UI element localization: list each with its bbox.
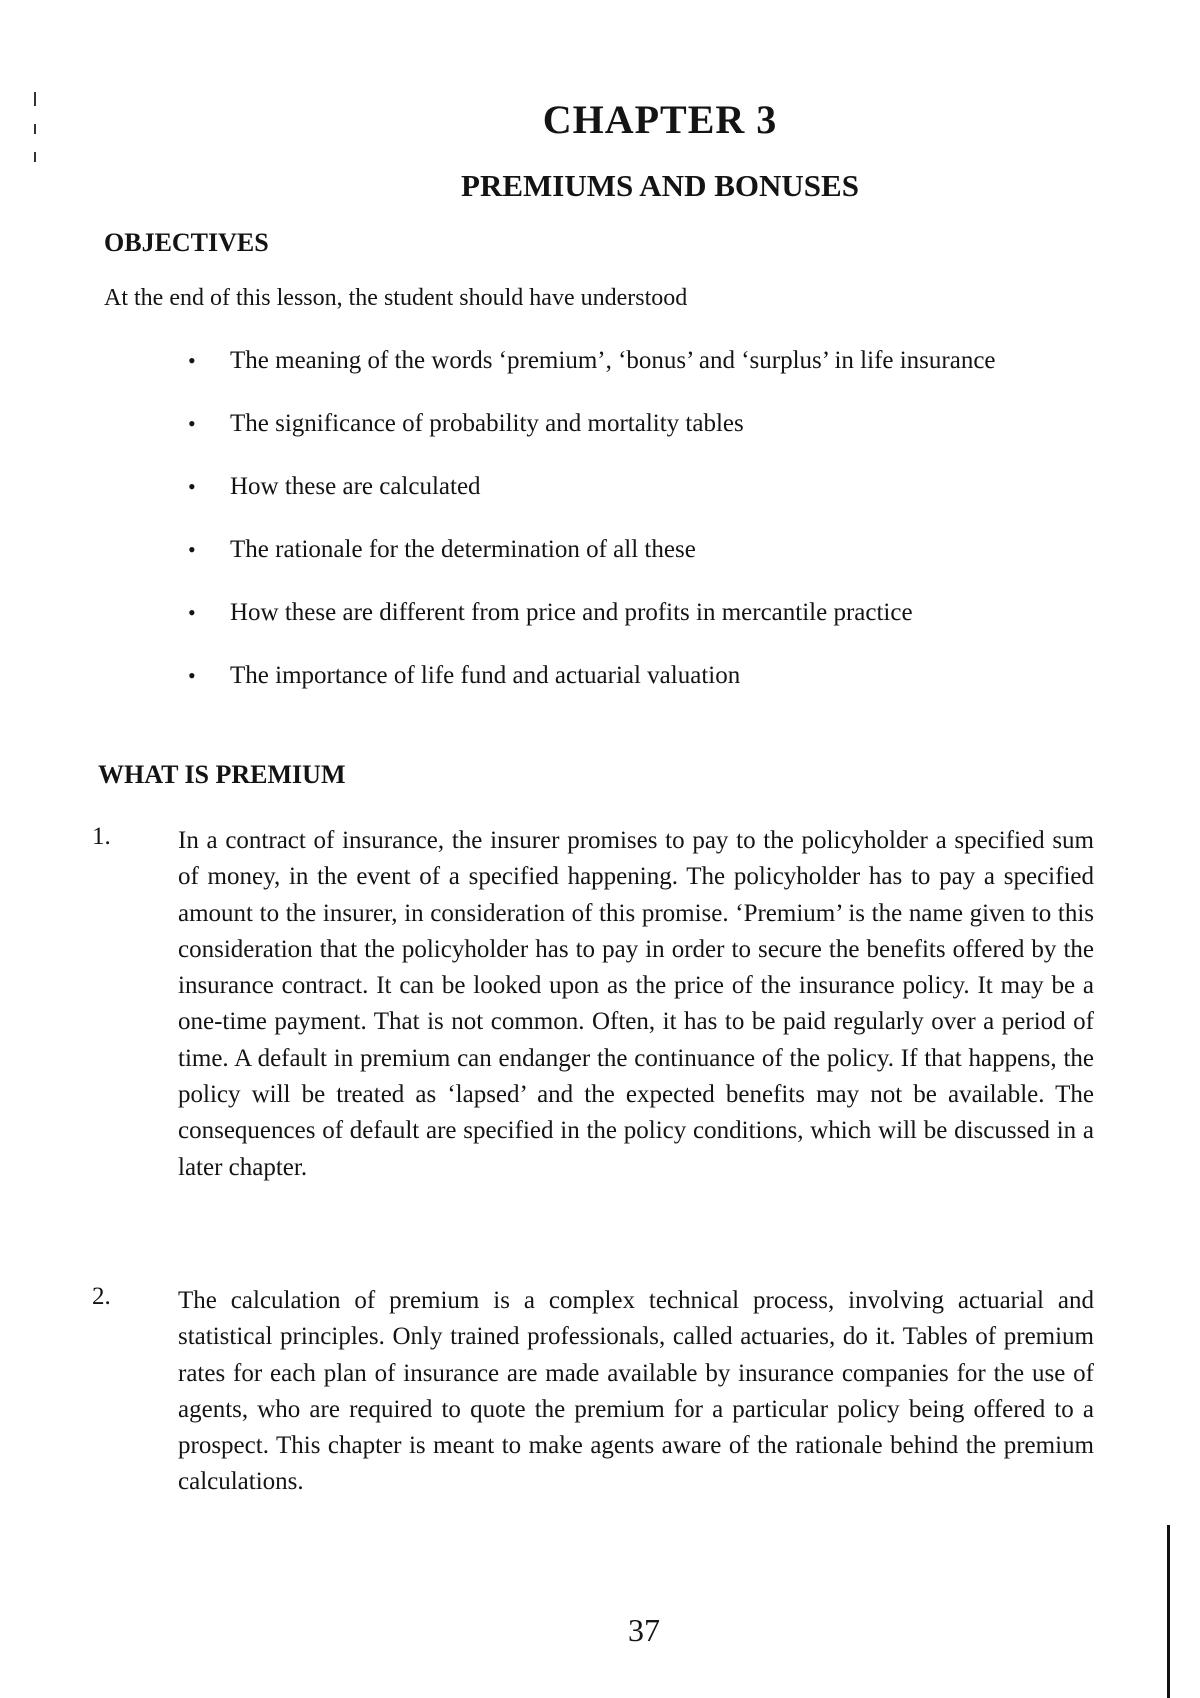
objectives-heading: OBJECTIVES — [104, 228, 269, 257]
objective-text: The meaning of the words ‘premium’, ‘bonus’ and ‘surplus’ in life insurance — [230, 347, 996, 374]
objective-text: The significance of probability and mortality tables — [230, 410, 744, 437]
objective-text: How these are different from price and profits in mercantile practice — [230, 599, 913, 626]
page-number: 37 — [628, 1612, 660, 1648]
chapter-title: CHAPTER 3 — [542, 97, 778, 142]
paragraph-number: 2. — [92, 1283, 111, 1310]
chapter-subtitle: PREMIUMS AND BONUSES — [461, 168, 859, 203]
bullet-icon: • — [188, 600, 196, 625]
premium-section-heading: WHAT IS PREMIUM — [98, 760, 346, 789]
bullet-icon: • — [188, 474, 196, 499]
paragraph-text: The calculation of premium is a complex technical process, involving actuarial and statistical principles. Only trained professionals, called actuaries, do it. Tables of premium rates for each plan of insurance are made available by insurance companies for the use of agents, who are required to quote the premium for a particular policy being offered to a prospect. This chapter is meant to make agents aware of the rationale behind the premium calculations. — [178, 1287, 1094, 1496]
objectives-intro: At the end of this lesson, the student should have understood — [104, 285, 688, 311]
objectives-list — [188, 344, 1103, 722]
objective-text: The rationale for the determination of all these — [230, 536, 696, 563]
page-edge-line — [1167, 1525, 1170, 1698]
bullet-icon: • — [188, 348, 196, 373]
paragraph-text: In a contract of insurance, the insurer promises to pay to the policyholder a specified sum of money, in the event of a specified happening. The policyholder has to pay a specified amount to the insurer, in consideration of this promise. ‘Premium’ is the name given to this consideration that the policyholder has to pay in order to secure the benefits offered by the insurance contract. It can be looked upon as the price of the insurance policy. It may be a one-time payment. That is not common. Often, it has to be paid regularly over a period of time. A default in premium can endanger the continuance of the policy. If that happens, the policy will be treated as ‘lapsed’ and the expected benefits may not be available. The consequences of default are specified in the policy conditions, which will be discussed in a later chapter. — [178, 827, 1094, 1181]
objective-item — [188, 533, 1103, 567]
objective-item — [188, 659, 1103, 693]
bullet-icon: • — [188, 537, 196, 562]
objective-item — [188, 344, 1103, 378]
bullet-icon: • — [188, 411, 196, 436]
objective-text: The importance of life fund and actuarial valuation — [230, 662, 741, 689]
objective-item — [188, 470, 1103, 504]
objective-item — [188, 596, 1103, 630]
bullet-icon: • — [188, 663, 196, 688]
objective-text: How these are calculated — [230, 473, 481, 500]
objective-item — [188, 407, 1103, 441]
paragraph-number: 1. — [92, 823, 111, 850]
